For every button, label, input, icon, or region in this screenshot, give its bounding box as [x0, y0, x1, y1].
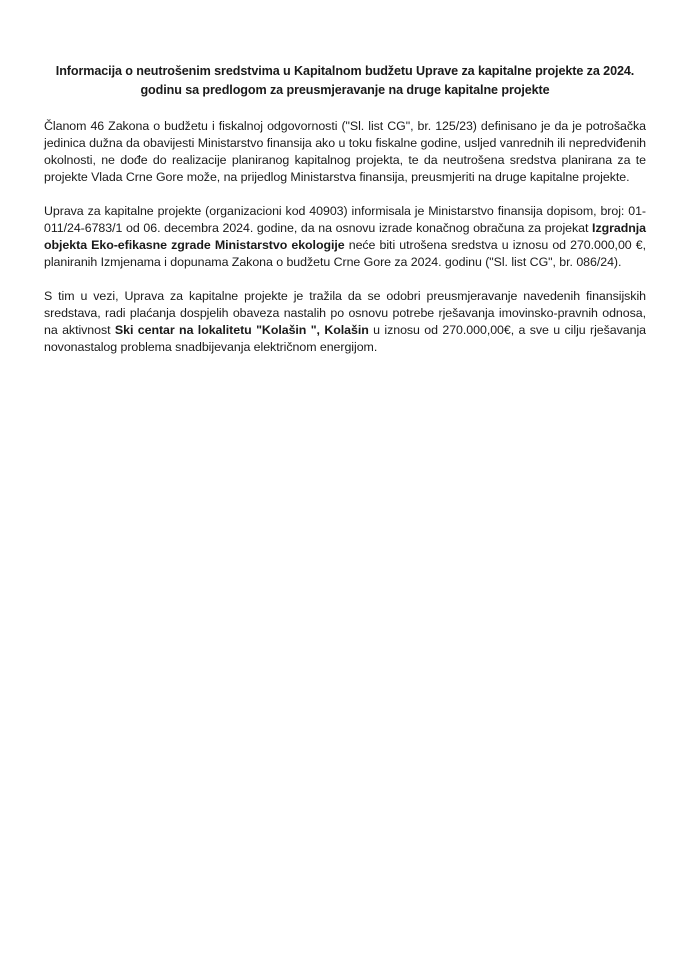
paragraph-notification: [44, 203, 646, 271]
paragraph-legal-basis: [44, 118, 646, 186]
paragraph-1-text: Članom 46 Zakona o budžetu i fiskalnoj odgovornosti ("Sl. list CG", br. 125/23) definisano je da je potrošačka jedinica dužna da obavijesti Ministarstvo finansija ako u toku fiskalne godine, usljed vanrednih ili nepredviđenih okolnosti, ne dođe do realizacije planiranog kapitalnog projekta, te da neutrošena sredstva planirana za te projekte Vlada Crne Gore može, na prijedlog Ministarstva finansija, preusmjeriti na druge kapitalne projekte.: [44, 119, 646, 184]
project-name-eco-building: Izgradnja objekta Eko-efikasne zgrade Ministarstvo ekologije: [44, 221, 646, 252]
paragraph-3-before: S tim u vezi, Uprava za kapitalne projekte je tražila da se odobri preusmjeravanje navedenih finansijskih sredstava, radi plaćanja dospjelih obaveza nastalih po osnovu potrebe rješavanja imovinsko-pravnih odnosa, na aktivnost: [44, 289, 646, 337]
paragraph-2-after: neće biti utrošena sredstva u iznosu od 270.000,00 €, planiranih Izmjenama i dopunama Zakona o budžetu Crne Gore za 2024. godinu ("Sl. list CG", br. 086/24).: [44, 238, 646, 269]
document-title: [44, 62, 646, 100]
activity-name-ski-center: Ski centar na lokalitetu "Kolašin ", Kolašin: [114, 323, 369, 337]
title-line-1: Informacija o neutrošenim sredstvima u Kapitalnom budžetu Uprave za kapitalne projekte za 2024.: [55, 64, 635, 78]
title-line-2: godinu sa predlogom za preusmjeravanje na druge kapitalne projekte: [140, 83, 550, 97]
paragraph-2-before: Uprava za kapitalne projekte (organizacioni kod 40903) informisala je Ministarstvo finansija dopisom, broj: 01-011/24-6783/1 od 06. decembra 2024. godine, da na osnovu izrade konačnog obračuna za projekat: [44, 204, 646, 235]
paragraph-reallocation-request: [44, 288, 646, 356]
paragraph-3-after: u iznosu od 270.000,00€, a sve u cilju rješavanja novonastalog problema snadbijevanja električnom energijom.: [44, 323, 646, 354]
document-page: [44, 62, 646, 373]
